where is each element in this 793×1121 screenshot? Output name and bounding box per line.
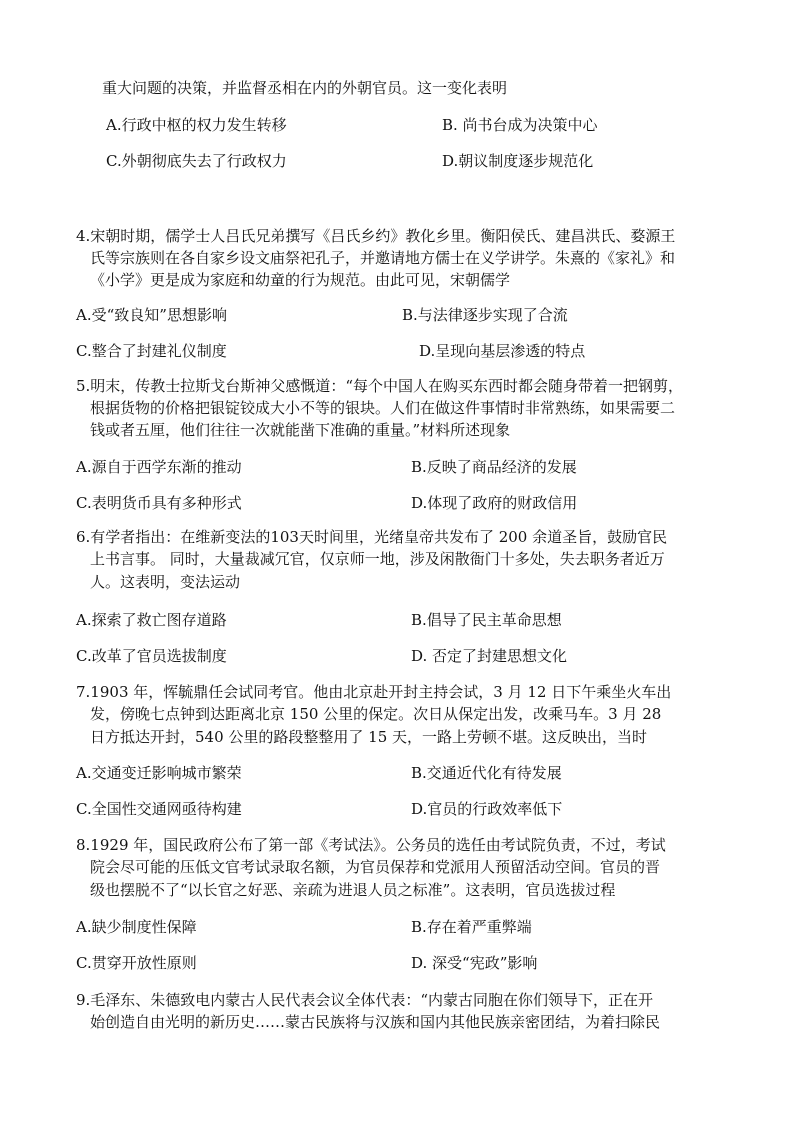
q4-option-c: C.整合了封建礼仪制度	[76, 342, 227, 360]
q4-option-b: B.与法律逐步实现了合流	[402, 306, 568, 324]
q5-stem-line-1: 5.明末，传教士拉斯戈台斯神父感慨道：“每个中国人在购买东西时都会随身带着一把钢剪，	[76, 377, 683, 395]
q8-option-b: B.存在着严重弊端	[411, 918, 532, 936]
q4-option-a: A.受“致良知”思想影响	[76, 306, 227, 324]
q3-option-c: C.外朝彻底失去了行政权力	[106, 152, 287, 170]
q5-option-c: C.表明货币具有多种形式	[76, 494, 242, 512]
q3-option-a: A.行政中枢的权力发生转移	[106, 116, 287, 134]
q7-option-b: B.交通近代化有待发展	[411, 764, 562, 782]
q5-option-d: D.体现了政府的财政信用	[411, 494, 578, 512]
q7-option-a: A.交通变迁影响城市繁荣	[76, 764, 242, 782]
q6-stem-line-2: 上书言事。 同时，大量裁减冗官，仅京师一地，涉及闲散衙门十多处，失去职务者近万	[90, 550, 665, 568]
q4-stem-line-3: 《小学》更是成为家庭和幼童的行为规范。由此可见，宋朝儒学	[90, 271, 511, 289]
q4-stem-line-1: 4.宋朝时期，儒学士人吕氏兄弟撰写《吕氏乡约》教化乡里。衡阳侯氏、建昌洪氏、婺源王	[76, 227, 676, 245]
q8-option-a: A.缺少制度性保障	[76, 918, 197, 936]
q7-stem-line-2: 发，傍晚七点钟到达距离北京 150 公里的保定。次日从保定出发，改乘马车。3 月 28	[90, 705, 662, 723]
q3-option-d: D.朝议制度逐步规范化	[442, 152, 594, 170]
q8-stem-line-1: 8.1929 年，国民政府公布了第一部《考试法》。公务员的选任由考试院负责，不过，考试	[76, 836, 666, 854]
q5-option-b: B.反映了商品经济的发展	[411, 458, 577, 476]
q5-stem-line-3: 钱或者五厘，他们往往一次就能凿下准确的重量。”材料所述现象	[90, 421, 511, 439]
q7-stem-line-1: 7.1903 年，恽毓鼎任会试同考官。他由北京赴开封主持会试，3 月 12 日下午乘坐火车出	[76, 683, 672, 701]
q9-stem-line-1: 9.毛泽东、朱德致电内蒙古人民代表会议全体代表：“内蒙古同胞在你们领导下，正在开	[76, 991, 653, 1009]
q4-option-d: D.呈现向基层渗透的特点	[419, 342, 586, 360]
q8-stem-line-2: 院会尽可能的压低文官考试录取名额，为官员保荐和党派用人预留活动空间。官员的晋	[90, 858, 661, 876]
q3-stem-line: 重大问题的决策，并监督丞相在内的外朝官员。这一变化表明	[102, 79, 508, 97]
q5-stem-line-2: 根据货物的价格把银锭铰成大小不等的银块。人们在做这件事情时非常熟练，如果需要二	[90, 399, 676, 417]
q8-stem-line-3: 级也摆脱不了“以长官之好恶、亲疏为进退人员之标准”。这表明，官员选拔过程	[90, 881, 616, 899]
q7-option-c: C.全国性交通网亟待构建	[76, 800, 242, 818]
q8-option-d: D. 深受“宪政”影响	[411, 954, 538, 972]
q7-stem-line-3: 日方抵达开封，540 公里的路段整整用了 15 天，一路上劳顿不堪。这反映出，当时	[90, 728, 648, 746]
q3-option-b: B. 尚书台成为决策中心	[442, 116, 598, 134]
q6-option-c: C.改革了官员选拔制度	[76, 647, 227, 665]
q6-option-a: A.探索了救亡图存道路	[76, 611, 227, 629]
q4-stem-line-2: 氏等宗族则在各自家乡设文庙祭祀孔子，并邀请地方儒士在义学讲学。朱熹的《家礼》和	[90, 249, 676, 267]
q6-stem-line-3: 人。这表明，变法运动	[90, 573, 241, 591]
q8-option-c: C.贯穿开放性原则	[76, 954, 197, 972]
q6-option-b: B.倡导了民主革命思想	[411, 611, 562, 629]
q6-stem-line-1: 6.有学者指出：在维新变法的103天时间里，光绪皇帝共发布了 200 余道圣旨，鼓励官民	[76, 528, 668, 546]
q7-option-d: D.官员的行政效率低下	[411, 800, 563, 818]
q6-option-d: D. 否定了封建思想文化	[411, 647, 568, 665]
q5-option-a: A.源自于西学东渐的推动	[76, 458, 242, 476]
q9-stem-line-2: 始创造自由光明的新历史……蒙古民族将与汉族和国内其他民族亲密团结，为着扫除民	[90, 1013, 661, 1031]
